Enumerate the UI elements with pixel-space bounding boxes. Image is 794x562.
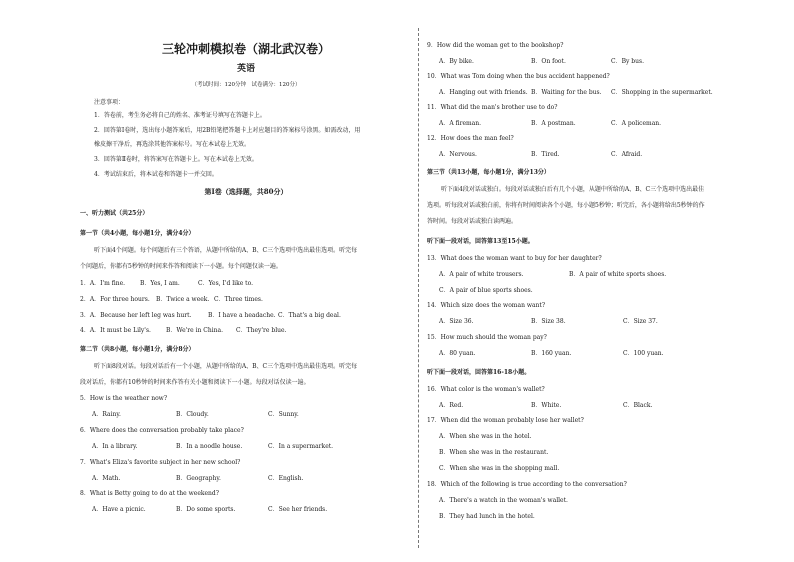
q11-opt-a: A．A fireman. bbox=[439, 120, 482, 127]
q17-opt-b: B．When she was in the restaurant. bbox=[439, 449, 549, 456]
q8-opt-a: A．Have a picnic. bbox=[92, 506, 146, 513]
q7-opt-a: A．Math. bbox=[92, 475, 121, 482]
q17-opt-a: A．When she was in the hotel. bbox=[439, 433, 532, 440]
q3-opt-a: 3．A．Because her left leg was hurt. bbox=[80, 312, 192, 319]
q2-opt-c: C．Three times. bbox=[214, 296, 263, 303]
q16-opt-a: A．Red. bbox=[439, 402, 464, 409]
q4-opt-a: 4．A．It must be Lily's. bbox=[80, 327, 151, 334]
q7-opt-b: B．Geography. bbox=[176, 475, 221, 482]
sec1-instructions: 听下面4个问题。每个问题后有三个答语，从题中所给的A、B、C三个选项中选出最佳选项。听完每 bbox=[94, 247, 358, 254]
q10-opt-c: C．Shopping in the supermarket. bbox=[611, 89, 713, 96]
q18-stem: 18．Which of the following is true according to the conversation? bbox=[427, 481, 627, 488]
section-heading: 一、听力测试（共25分） bbox=[80, 210, 149, 217]
q6-opt-a: A．In a library. bbox=[92, 443, 138, 450]
q13-stem: 13．What does the woman want to buy for her daughter? bbox=[427, 255, 602, 262]
q18-opt-b: B．They had lunch in the hotel. bbox=[439, 513, 535, 520]
notes-heading: 注意事项： bbox=[94, 99, 125, 106]
q11-stem: 11．What did the man's brother use to do? bbox=[427, 104, 558, 111]
q17-opt-c: C．When she was in the shopping mall. bbox=[439, 465, 560, 472]
q7-opt-c: C．English. bbox=[268, 475, 304, 482]
q9-stem: 9．How did the woman get to the bookshop? bbox=[427, 42, 564, 49]
exam-time-note: （考试时间：120分钟 试卷满分：120分） bbox=[191, 82, 301, 88]
note-item: 1．答卷前，考生务必将自己的姓名、准考证号填写在答题卡上。 bbox=[94, 112, 266, 119]
sec1-title: 第一节（共4小题，每小题1分，满分4分） bbox=[80, 230, 195, 237]
q14-opt-c: C．Size 37. bbox=[623, 318, 658, 325]
sec3-instructions: 选项。听每段对话或独白前，你将有时间阅读各个小题，每小题5秒钟；听完后，各小题将给出5秒钟的作 bbox=[427, 202, 705, 209]
dialogue-1-heading: 听下面一段对话，回答第13至15小题。 bbox=[427, 238, 534, 245]
q15-stem: 15．How much should the woman pay? bbox=[427, 334, 547, 341]
note-item: 2．回答第Ⅰ卷时，选出每小题答案后，用2B铅笔把答题卡上对应题目的答案标号涂黑。如需改动，用 bbox=[94, 127, 361, 134]
exam-title: 三轮冲刺模拟卷（湖北武汉卷） bbox=[161, 42, 330, 56]
q5-opt-c: C．Sunny. bbox=[268, 411, 299, 418]
q9-opt-b: B．On foot. bbox=[531, 58, 566, 65]
column-divider bbox=[418, 28, 419, 548]
dialogue-2-heading: 听下面一段对话，回答第16-18小题。 bbox=[427, 369, 531, 376]
q12-opt-c: C．Afraid. bbox=[611, 151, 643, 158]
sec1-instructions: 个问题后，你都有5秒钟的时间来作答和阅读下一小题。每个问题仅读一遍。 bbox=[80, 263, 282, 270]
q1-opt-c: C．Yes, I'd like to. bbox=[198, 280, 253, 287]
q10-opt-a: A．Hanging out with friends. bbox=[439, 89, 528, 96]
q18-opt-a: A．There's a watch in the woman's wallet. bbox=[439, 497, 568, 504]
q5-opt-a: A．Rainy. bbox=[92, 411, 121, 418]
q1-opt-b: B．Yes, I am. bbox=[140, 280, 180, 287]
q5-stem: 5．How is the weather now? bbox=[80, 395, 168, 402]
note-item: 4．考试结束后，将本试卷和答题卡一并交回。 bbox=[94, 171, 218, 178]
q7-stem: 7．What's Eliza's favorite subject in her new school? bbox=[80, 459, 241, 466]
q2-opt-b: B．Twice a week. bbox=[156, 296, 210, 303]
q5-opt-b: B．Cloudy. bbox=[176, 411, 209, 418]
q14-opt-a: A．Size 36. bbox=[439, 318, 474, 325]
q6-stem: 6．Where does the conversation probably take place? bbox=[80, 427, 244, 434]
q4-opt-b: B．We're in China. bbox=[166, 327, 224, 334]
q12-opt-a: A．Nervous. bbox=[439, 151, 477, 158]
sec2-instructions: 听下面8段对话。每段对话后有一个小题，从题中所给的A、B、C三个选项中选出最佳选项。听完每 bbox=[94, 363, 358, 370]
q8-opt-c: C．See her friends. bbox=[268, 506, 328, 513]
q16-opt-c: C．Black. bbox=[623, 402, 653, 409]
q4-opt-c: C．They're blue. bbox=[236, 327, 287, 334]
sec3-title: 第三节（共13小题，每小题1分，满分13分） bbox=[427, 169, 550, 176]
q16-stem: 16．What color is the woman's wallet? bbox=[427, 386, 545, 393]
q8-opt-b: B．Do some sports. bbox=[176, 506, 236, 513]
q8-stem: 8．What is Betty going to do at the weekend? bbox=[80, 490, 219, 497]
q13-opt-c: C．A pair of blue sports shoes. bbox=[439, 287, 533, 294]
part-heading: 第Ⅰ卷（选择题，共80分） bbox=[204, 187, 288, 196]
q15-opt-c: C．100 yuan. bbox=[623, 350, 664, 357]
q12-stem: 12．How does the man feel? bbox=[427, 135, 514, 142]
q11-opt-b: B．A postman. bbox=[531, 120, 576, 127]
q17-stem: 17．When did the woman probably lose her wallet? bbox=[427, 417, 584, 424]
q10-opt-b: B．Waiting for the bus. bbox=[531, 89, 602, 96]
q9-opt-a: A．By bike. bbox=[439, 58, 474, 65]
q10-stem: 10．What was Tom doing when the bus accident happened? bbox=[427, 73, 610, 80]
q6-opt-c: C．In a supermarket. bbox=[268, 443, 334, 450]
q3-opt-c: C．That's a big deal. bbox=[278, 312, 341, 319]
q14-opt-b: B．Size 38. bbox=[531, 318, 566, 325]
q6-opt-b: B．In a noodle house. bbox=[176, 443, 243, 450]
sec3-instructions: 答时间。每段对话或独白读两遍。 bbox=[427, 218, 518, 225]
q14-stem: 14．Which size does the woman want? bbox=[427, 302, 546, 309]
q12-opt-b: B．Tired. bbox=[531, 151, 560, 158]
q13-opt-b: B．A pair of white sports shoes. bbox=[569, 271, 667, 278]
note-item: 3．回答第Ⅱ卷时，将答案写在答题卡上。写在本试卷上无效。 bbox=[94, 156, 258, 163]
exam-subject: 英语 bbox=[236, 64, 255, 74]
q15-opt-a: A．80 yuan. bbox=[439, 350, 476, 357]
q13-opt-a: A．A pair of white trousers. bbox=[439, 271, 524, 278]
q3-opt-b: B．I have a headache. bbox=[208, 312, 276, 319]
sec3-instructions: 听下面4段对话或独白。每段对话或独白后有几个小题，从题中所给的A、B、C三个选项中选出最佳 bbox=[441, 186, 705, 193]
q16-opt-b: B．White. bbox=[531, 402, 562, 409]
q11-opt-c: C．A policeman. bbox=[611, 120, 662, 127]
sec2-title: 第二节（共8小题，每小题1分，满分8分） bbox=[80, 346, 195, 353]
note-item: 橡皮擦干净后，再选涂其他答案标号。写在本试卷上无效。 bbox=[94, 141, 251, 148]
sec2-instructions: 段对话后，你都有10秒钟的时间来作答有关小题和阅读下一小题。每段对话仅读一遍。 bbox=[80, 379, 310, 386]
q2-opt-a: 2．A．For three hours. bbox=[80, 296, 150, 303]
q1-opt-a: 1．A．I'm fine. bbox=[80, 280, 126, 287]
q9-opt-c: C．By bus. bbox=[611, 58, 644, 65]
q15-opt-b: B．160 yuan. bbox=[531, 350, 572, 357]
